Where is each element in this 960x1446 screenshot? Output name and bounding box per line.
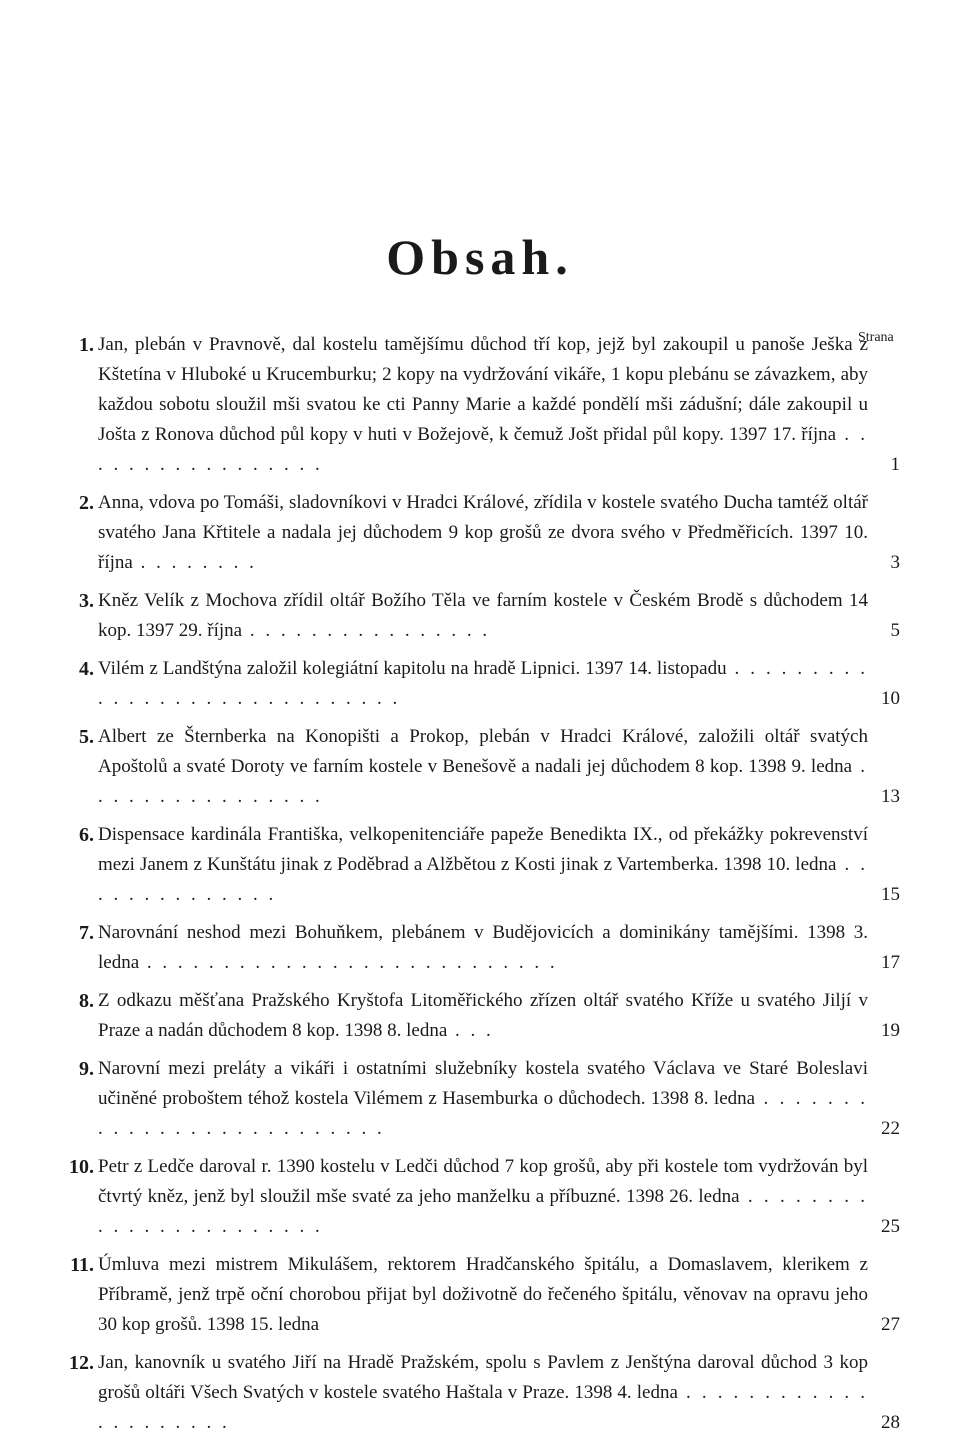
entry-number: 10. bbox=[69, 1156, 94, 1178]
toc-entry bbox=[40, 1152, 900, 1242]
entry-page: 10 bbox=[881, 688, 900, 709]
entry-number: 4. bbox=[79, 658, 94, 680]
page-title: Obsah. bbox=[386, 229, 574, 285]
toc-entry bbox=[40, 918, 900, 978]
entry-text: Petr z Ledče daroval r. 1390 kostelu v Ledči důchod 7 kop grošů, aby při kostele tom vydržován byl čtvrtý kněz, jenž byl sloužil mše svaté za jeho manželku a příbuzné. 1398 26. ledna . . . . . . . . . . . . . . . . . . . . . . . bbox=[98, 1156, 869, 1237]
entry-page: 13 bbox=[881, 786, 900, 807]
toc-entry bbox=[40, 586, 900, 646]
toc-entry bbox=[40, 986, 900, 1046]
entry-text: Dispensace kardinála Františka, velkopenitenciáře papeže Benedikta IX., od překážky pokrevenství mezi Janem z Kunštátu jinak z Poděbrad a Alžbětou z Kosti jinak z Vartemberka. 1398 10. ledna . . . . . . . . . . . . . . bbox=[98, 824, 869, 905]
entry-page: 25 bbox=[881, 1216, 900, 1237]
entry-text: Vilém z Landštýna založil kolegiátní kapitolu na hradě Lipnici. 1397 14. listopadu . . . . . . . . . . . . . . . . . . . . . . . . . . . . . bbox=[98, 658, 868, 709]
entry-text: Úmluva mezi mistrem Mikulášem, rektorem Hradčanského špitálu, a Domaslavem, klerikem z Příbramě, jenž trpě oční chorobou přijat byl doživotně do řečeného špitálu, věnovav na opravu jeho 30 kop grošů. 1398 15. ledna bbox=[98, 1254, 868, 1335]
entry-number: 12. bbox=[69, 1352, 94, 1374]
entry-page: 15 bbox=[881, 884, 900, 905]
toc-entry bbox=[40, 722, 900, 812]
entry-number: 8. bbox=[79, 990, 94, 1012]
toc-entry bbox=[40, 654, 900, 714]
entry-page: 28 bbox=[881, 1412, 900, 1433]
entry-page: 19 bbox=[881, 1020, 900, 1041]
entry-text: Narovnání neshod mezi Bohuňkem, plebánem v Budějovicích a dominikány tamějšími. 1398 3. ledna . . . . . . . . . . . . . . . . . . . . . . . . . . . bbox=[98, 922, 868, 973]
toc-entry bbox=[40, 820, 900, 910]
entry-number: 5. bbox=[79, 726, 94, 748]
toc-entry bbox=[40, 488, 900, 578]
table-of-contents bbox=[40, 330, 900, 1446]
entry-number: 7. bbox=[79, 922, 94, 944]
entry-text: Anna, vdova po Tomáši, sladovníkovi v Hradci Králové, zřídila v kostele svatého Ducha tamtéž oltář svatého Jana Křtitele a nadala jej důchodem 9 kop grošů ze dvora svého v Předměřicích. 1397 10. října . . . . . . . . bbox=[98, 492, 868, 573]
entry-page: 3 bbox=[890, 552, 900, 573]
entry-page: 17 bbox=[881, 952, 900, 973]
entry-text: Narovní mezi preláty a vikáři i ostatními služebníky kostela svatého Václava ve Staré Boleslavi učiněné probоštem téhož kostela Vilémem z Hasemburka o důchodech. 1398 8. ledna . . . . . . . . . . . . . . . . . . . . . . . . . . bbox=[98, 1058, 869, 1139]
entry-page: 1 bbox=[890, 454, 900, 475]
entry-number: 9. bbox=[79, 1058, 94, 1080]
entry-text: Albert ze Šternberka na Konopišti a Prokop, plebán v Hradci Králové, založili oltář svatých Apoštolů a svaté Doroty ve farním kostele v Benešově a nadali jej důchodem 8 kop. 1398 9. ledna . . . . . . . . . . . . . . . . bbox=[98, 726, 868, 807]
entry-text: Jan, plebán v Pravnově, dal kostelu tamějšímu důchod tří kop, jejž byl zakoupil u panoše Ješka z Kštetína v Hluboké u Krucemburku; 2 kopy na vydržování vikáře, 1 kopu plebánu se závazkem, aby každou sobotu sloužil mši svatou ke cti Panny Marie a každé pondělí mši zádušní; dále zakoupil u Jošta z Ronova důchod půl kopy v huti v Božejově, k čemuž Jošt přidal půl kopy. 1397 17. října . . . . . . . . . . . . . . . . . bbox=[98, 334, 868, 475]
toc-entry bbox=[40, 1054, 900, 1144]
entry-text: Jan, kanovník u svatého Jiří na Hradě Pražském, spolu s Pavlem z Jenštýna daroval důchod 3 kop grošů oltáři Všech Svatých v kostele svatého Haštala v Praze. 1398 4. ledna . . . . . . . . . . . . . . . . . . . . . bbox=[98, 1352, 868, 1433]
entry-page: 22 bbox=[881, 1118, 900, 1139]
toc-entry bbox=[40, 1348, 900, 1438]
entry-text: Z odkazu měšťana Pražského Kryštofa Litoměřického zřízen oltář svatého Kříže u svatého Jiljí v Praze a nadán důchodem 8 kop. 1398 8. ledna . . . bbox=[98, 990, 868, 1041]
entry-page: 27 bbox=[881, 1314, 900, 1335]
entry-text: Kněz Velík z Mochova zřídil oltář Božího Těla ve farním kostele v Českém Brodě s důchodem 14 kop. 1397 29. října . . . . . . . . . . . . . . . . bbox=[98, 590, 868, 641]
toc-entry bbox=[40, 1250, 900, 1340]
page-column-label: Strana bbox=[858, 330, 894, 345]
entry-number: 6. bbox=[79, 824, 94, 846]
entry-number: 1. bbox=[79, 334, 94, 356]
toc-entry bbox=[40, 330, 900, 480]
entry-number: 3. bbox=[79, 590, 94, 612]
entry-number: 2. bbox=[79, 492, 94, 514]
entry-number: 11. bbox=[70, 1254, 94, 1276]
entry-page: 5 bbox=[890, 620, 900, 641]
